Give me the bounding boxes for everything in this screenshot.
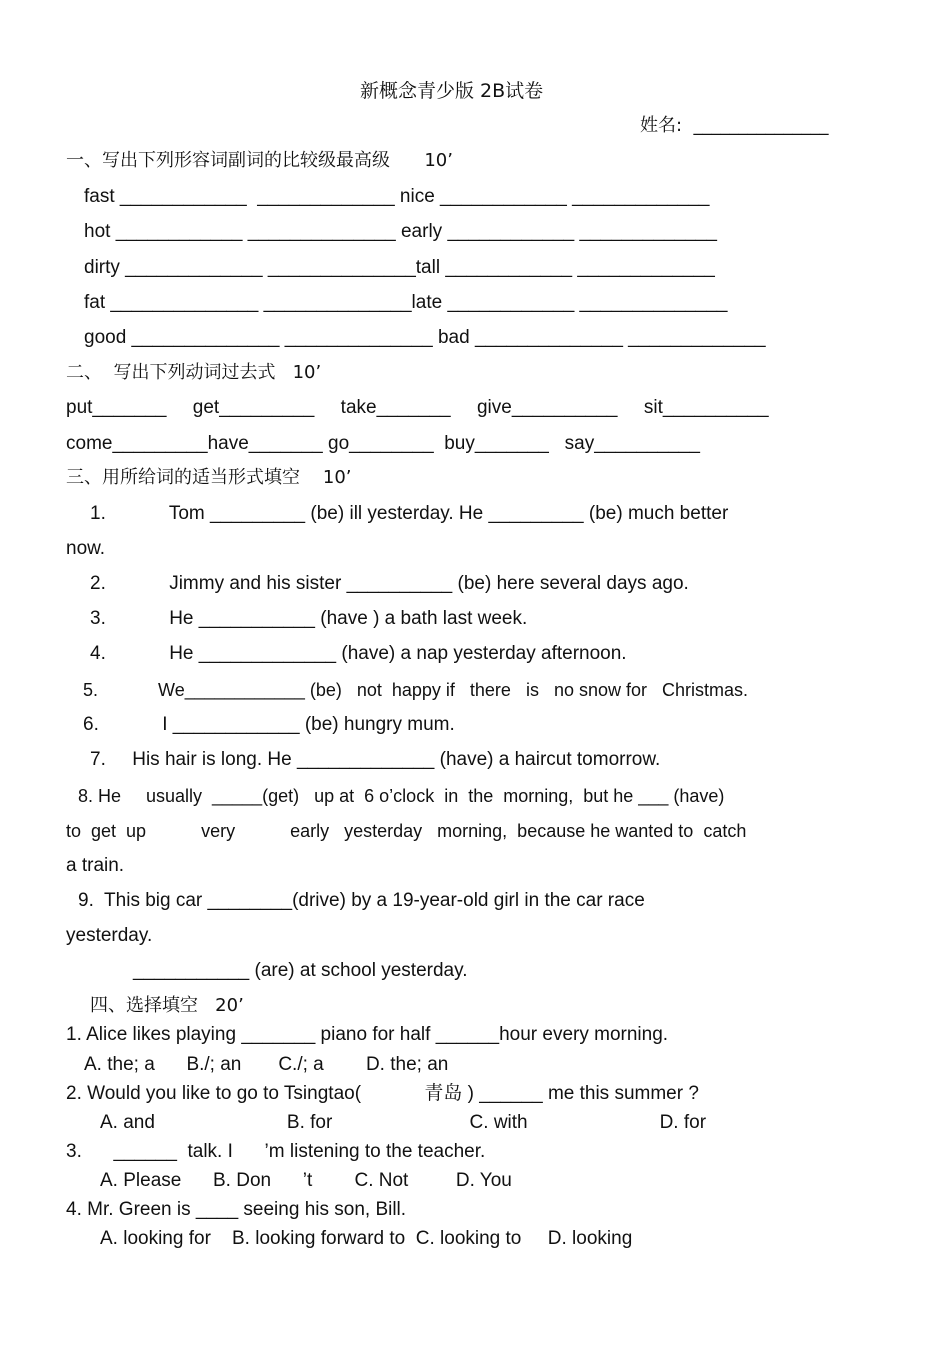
section3-item: 5. We____________ (be) not happy if there is no snow for Christmas. (83, 680, 749, 700)
question: 4. Mr. Green is ____ seeing his son, Bill. (66, 1199, 407, 1220)
section3-item: 8. He usually _____(get) up at 6 o’clock in the morning, but he ___ (have) (78, 786, 725, 806)
question: 3. ______ talk. I ’m listening to the teacher. (66, 1141, 486, 1162)
question: 2. Would you like to go to Tsingtao( 青岛 ) ______ me this summer ? (66, 1083, 699, 1104)
section2-heading: 二、 写出下列动词过去式 10’ (66, 362, 322, 383)
question-options: A. Please B. Don ’t C. Not D. You (100, 1170, 512, 1191)
section3-item: now. (66, 538, 106, 559)
student-name-line: 姓名: _______________ (640, 115, 829, 136)
question: 1. Alice likes playing _______ piano for half ______hour every morning. (66, 1024, 669, 1045)
section3-item: 7. His hair is long. He _____________ (have) a haircut tomorrow. (90, 749, 661, 770)
section2-row: come_________have_______ go________ buy_______ say__________ (66, 433, 700, 454)
section3-item: 3. He ___________ (have ) a bath last week. (90, 608, 528, 629)
section3-item: 6. I ____________ (be) hungry mum. (83, 714, 455, 735)
section1-row: dirty _____________ ______________tall ____________ _____________ (84, 257, 715, 278)
section4-heading: 四、选择填空 20’ (90, 995, 244, 1016)
section3-item: 2. Jimmy and his sister __________ (be) here several days ago. (90, 573, 689, 594)
question-options: A. looking for B. looking forward to C. looking to D. looking (100, 1228, 633, 1249)
section1-row: hot ____________ ______________ early ____________ _____________ (84, 221, 717, 242)
section1-row: fast ____________ _____________ nice ____________ _____________ (84, 186, 710, 207)
section3-item: 4. He _____________ (have) a nap yesterday afternoon. (90, 643, 627, 664)
section3-item: 1. Tom _________ (be) ill yesterday. He _________ (be) much better (90, 503, 729, 524)
section3-item: ___________ (are) at school yesterday. (133, 960, 468, 981)
section1-row: fat ______________ ______________late ____________ ______________ (84, 292, 728, 313)
section1-row: good ______________ ______________ bad ______________ _____________ (84, 327, 766, 348)
question-options: A. the; a B./; an C./; a D. the; an (84, 1054, 449, 1075)
section3-heading: 三、用所给词的适当形式填空 10’ (66, 467, 352, 488)
section2-row: put_______ get_________ take_______ give__________ sit__________ (66, 397, 769, 418)
section1-heading: 一、写出下列形容词副词的比较级最高级 10’ (66, 150, 453, 171)
section3-item: a train. (66, 855, 125, 876)
section3-item: yesterday. (66, 925, 153, 946)
question-options: A. and B. for C. with D. for (100, 1112, 707, 1133)
section3-item: 9. This big car ________(drive) by a 19-year-old girl in the car race (78, 890, 645, 911)
page-title: 新概念青少版 2B试卷 (360, 80, 544, 102)
section3-item: to get up very early yesterday morning, because he wanted to catch (66, 821, 747, 841)
